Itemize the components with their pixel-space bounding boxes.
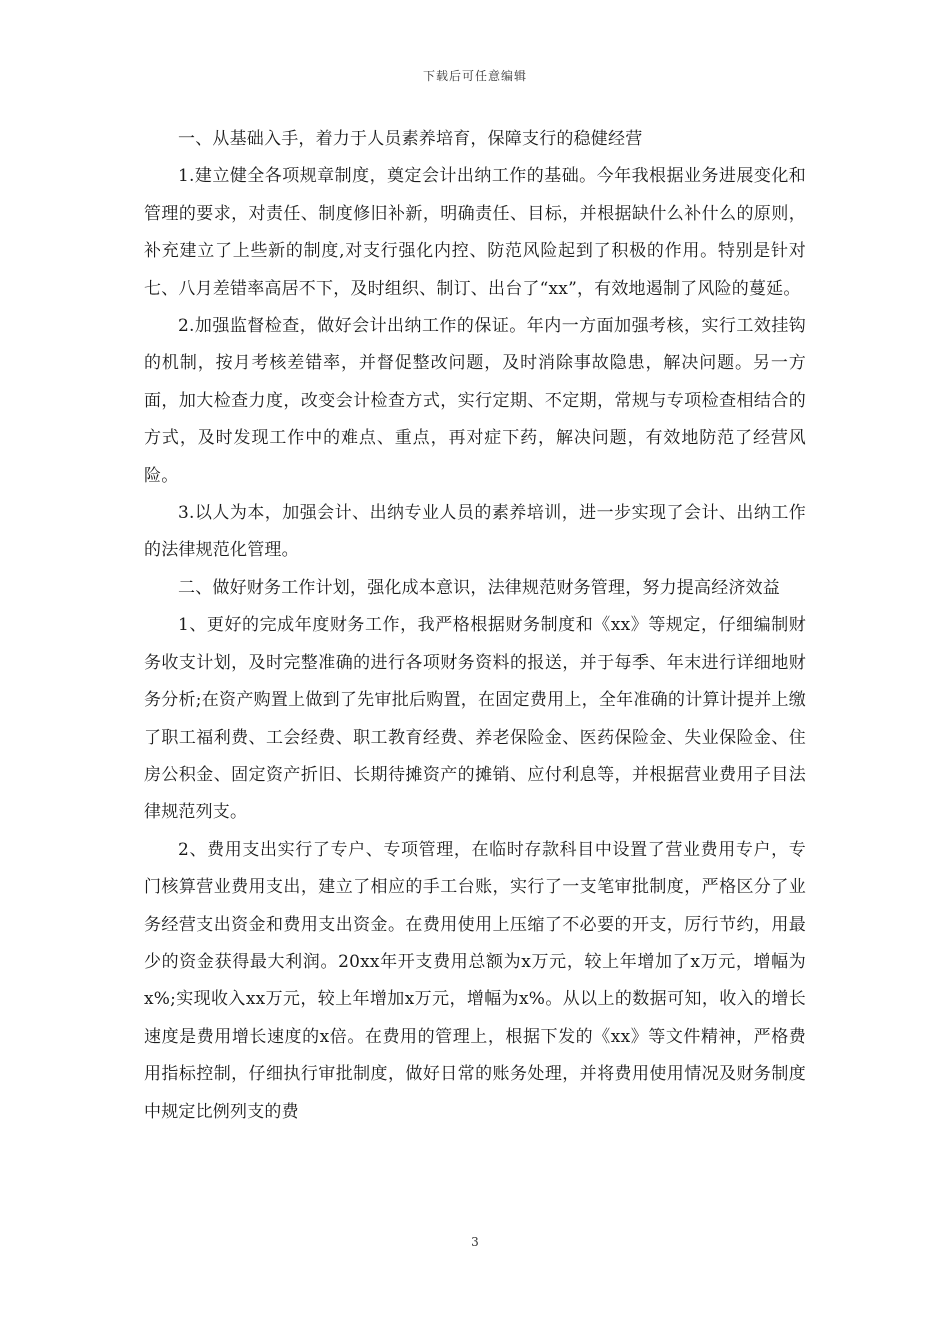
page-number: 3	[471, 1235, 479, 1249]
paragraph-2-2: 2、费用支出实行了专户、专项管理，在临时存款科目中设置了营业费用专户，专门核算营业费用支出，建立了相应的手工台账，实行了一支笔审批制度，严格区分了业务经营支出资金和费用支出资金。在费用使用上压缩了不必要的开支，厉行节约，用最少的资金获得最大利润。20xx年开支费用总额为x万元，较上年增加了x万元，增幅为x%;实现收入xx万元，较上年增加x万元，增幅为x%。从以上的数据可知，收入的增长速度是费用增长速度的x倍。在费用的管理上，根据下发的《xx》等文件精神，严格费用指标控制，仔细执行审批制度，做好日常的账务处理，并将费用使用情况及财务制度中规定比例列支的费	[144, 839, 806, 1122]
document-body	[144, 121, 806, 1131]
paragraph-2-1: 1、更好的完成年度财务工作，我严格根据财务制度和《xx》等规定，仔细编制财务收支计划，及时完整准确的进行各项财务资料的报送，并于每季、年末进行详细地财务分析;在资产购置上做到了先审批后购置，在固定费用上，全年准确的计算计提并上缴了职工福利费、工会经费、职工教育经费、养老保险金、医药保险金、失业保险金、住房公积金、固定资产折旧、长期待摊资产的摊销、应付利息等，并根据营业费用子目法律规范列支。	[144, 615, 806, 823]
paragraph-1-2: 2.加强监督检查，做好会计出纳工作的保证。年内一方面加强考核，实行工效挂钩的机制，按月考核差错率，并督促整改问题，及时消除事故隐患，解决问题。另一方面，加大检查力度，改变会计检查方式，实行定期、不定期，常规与专项检查相结合的方式，及时发现工作中的难点、重点，再对症下药，解决问题，有效地防范了经营风险。	[144, 316, 806, 486]
paragraph-1-1: 1.建立健全各项规章制度，奠定会计出纳工作的基础。今年我根据业务进展变化和管理的要求，对责任、制度修旧补新，明确责任、目标，并根据缺什么补什么的原则，补充建立了上些新的制度,对支行强化内控、防范风险起到了积极的作用。特别是针对七、八月差错率高居不下，及时组织、制订、出台了“xx”，有效地遏制了风险的蔓延。	[144, 166, 806, 299]
section-heading-2: 二、做好财务工作计划，强化成本意识，法律规范财务管理，努力提高经济效益	[178, 577, 780, 598]
page-header: 下载后可任意编辑	[422, 69, 527, 83]
section-heading-1: 一、从基础入手，着力于人员素养培育，保障支行的稳健经营	[178, 129, 643, 149]
paragraph-1-3: 3.以人为本，加强会计、出纳专业人员的素养培训，进一步实现了会计、出纳工作的法律规范化管理。	[144, 503, 806, 561]
